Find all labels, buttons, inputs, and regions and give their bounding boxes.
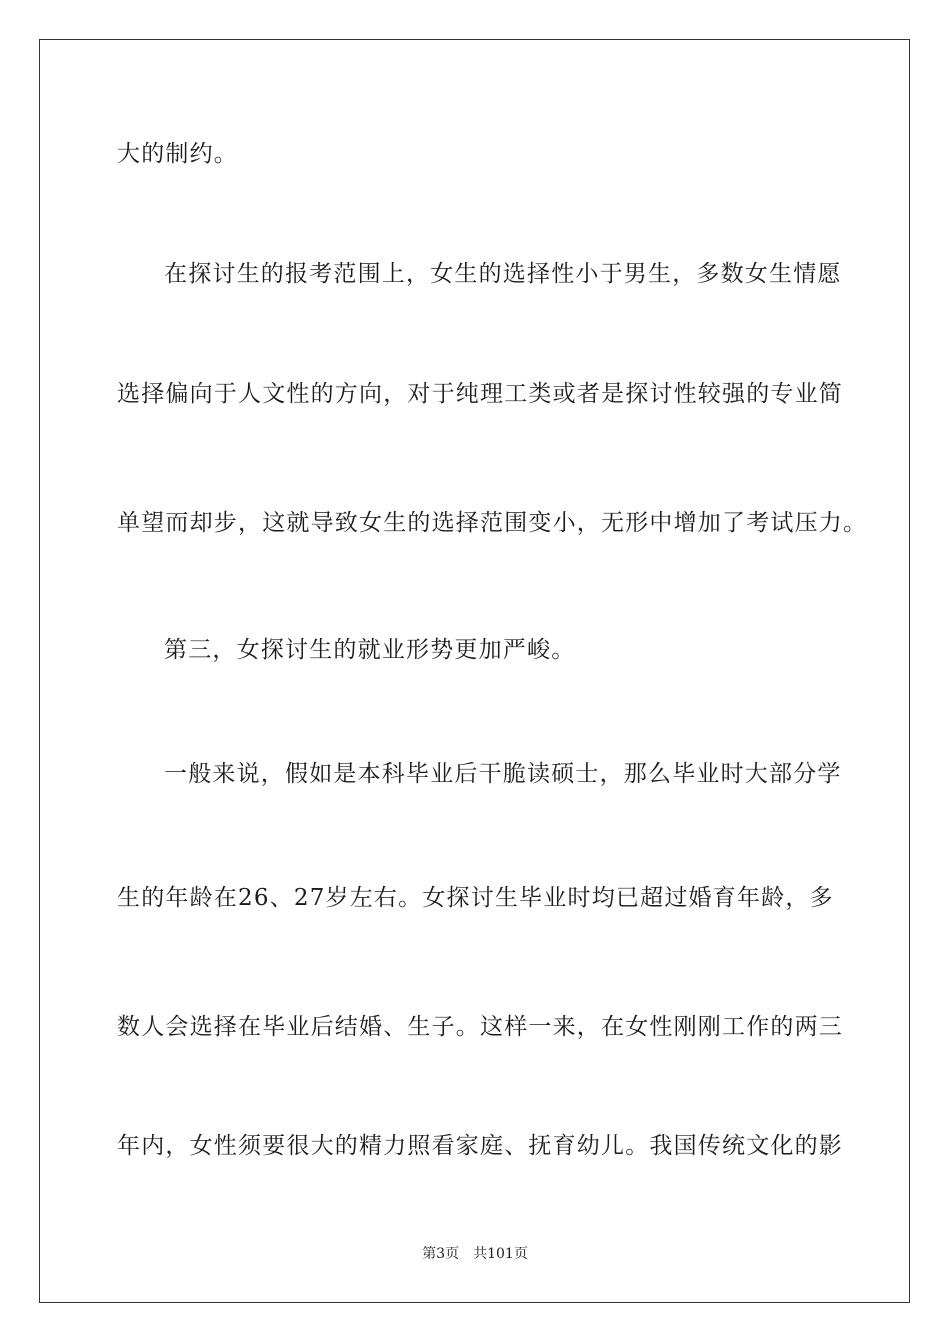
text-line: 第三，女探讨生的就业形势更加严峻。	[164, 637, 576, 663]
page-number: 第3页	[422, 1246, 460, 1262]
text-line: 数人会选择在毕业后结婚、生子。这样一来，在女性刚刚工作的两三	[117, 1014, 843, 1040]
page-total: 共101页	[473, 1246, 528, 1262]
text-line: 生的年龄在26、27岁左右。女探讨生毕业时均已超过婚育年龄，多	[117, 885, 834, 911]
text-line: 年内，女性须要很大的精力照看家庭、抚育幼儿。我国传统文化的影	[117, 1133, 843, 1159]
text-line: 选择偏向于人文性的方向，对于纯理工类或者是探讨性较强的专业简	[117, 381, 843, 407]
text-line: 大的制约。	[117, 141, 238, 167]
page-footer	[0, 1244, 950, 1264]
text-line: 在探讨生的报考范围上，女生的选择性小于男生，多数女生情愿	[164, 261, 842, 287]
text-line: 单望而却步，这就导致女生的选择范围变小，无形中增加了考试压力。	[117, 510, 868, 536]
page-frame	[39, 39, 910, 1303]
text-line: 一般来说，假如是本科毕业后干脆读硕士，那么毕业时大部分学	[164, 761, 842, 787]
